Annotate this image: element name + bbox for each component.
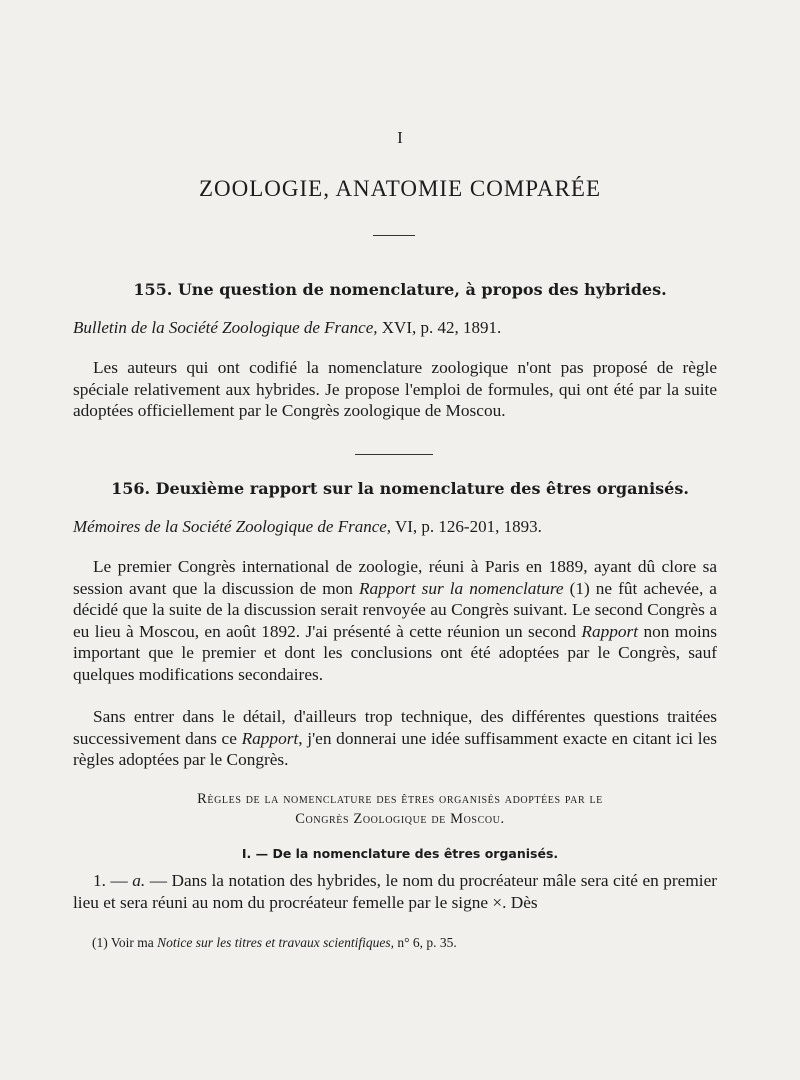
paragraph-text: (1) ne fût achevée, a décidé que la suite de la discussion serait renvoyée au Congrès suivant. Le second Congrès a eu lieu à Moscou, en août 1892. J'ai présenté à cette réunion un second — [73, 578, 717, 641]
section-156-heading: 156. Deuxième rapport sur la nomenclature des êtres organisés. — [111, 479, 689, 498]
paragraph-text: , j'en donnerai une idée suffisamment exacte en citant ici les règles adoptées par le Congrès. — [73, 728, 717, 769]
paragraph-text: non moins important que le premier et dont les conclusions ont été adoptées par le Congrès, sauf quelques modifications secondaires. — [73, 621, 717, 684]
section-155-heading: 155. Une question de nomenclature, à propos des hybrides. — [133, 280, 667, 299]
report-title: Rapport — [241, 728, 299, 748]
rules-heading-line: Règles de la nomenclature des êtres organisés adoptées par le — [197, 791, 603, 807]
paragraph-text: Le premier Congrès international de zoologie, réuni à Paris en 1889, ayant dû clore sa session avant que la discussion de mon — [73, 557, 717, 598]
footnote-title: Notice sur les titres et travaux scientifiques, — [157, 935, 394, 950]
rule-letter: a. — [132, 871, 146, 890]
footnote — [92, 935, 732, 951]
citation-details: VI, p. 126-201, 1893. — [391, 517, 542, 536]
rule-text: — Dans la notation des hybrides, le nom du procréateur mâle sera cité en premier lieu et sera réuni au nom du procréateur femelle par le signe ×. Dès — [73, 871, 717, 912]
rule-1a-paragraph — [73, 870, 717, 913]
report-title: Rapport sur la nomenclature — [358, 578, 564, 598]
section-156-paragraph-1 — [73, 556, 717, 685]
chapter-number: I — [397, 128, 403, 147]
rules-heading-line: Congrès Zoologique de Moscou. — [295, 811, 505, 827]
report-title: Rapport — [581, 621, 639, 641]
section-155-citation — [73, 318, 733, 338]
title-divider — [373, 235, 415, 236]
chapter-title: ZOOLOGIE, ANATOMIE COMPARÉE — [198, 176, 602, 201]
rules-heading — [0, 789, 800, 829]
footnote-lead: (1) Voir ma — [92, 935, 158, 950]
section-156-citation — [73, 517, 733, 537]
rule-number: 1. — — [93, 871, 133, 890]
citation-details: XVI, p. 42, 1891. — [377, 318, 502, 337]
footnote-details: n° 6, p. 35. — [393, 935, 457, 950]
section-divider — [355, 454, 433, 455]
paragraph-text: Les auteurs qui ont codifié la nomenclature zoologique n'ont pas proposé de règle spéciale relativement aux hybrides. Je propose l'emploi de formules, qui ont été par la suite adoptées officiellement par le Congrès zoologique de Moscou. — [73, 358, 717, 420]
citation-journal: Mémoires de la Société Zoologique de France, — [73, 517, 392, 536]
paragraph-text: Sans entrer dans le détail, d'ailleurs trop technique, des différentes questions traitées successivement dans ce — [73, 707, 717, 748]
section-155-paragraph — [73, 357, 717, 422]
citation-journal: Bulletin de la Société Zoologique de France, — [73, 318, 378, 337]
rules-subheading: I. — De la nomenclature des êtres organisés. — [241, 846, 559, 861]
section-156-paragraph-2 — [73, 706, 717, 771]
